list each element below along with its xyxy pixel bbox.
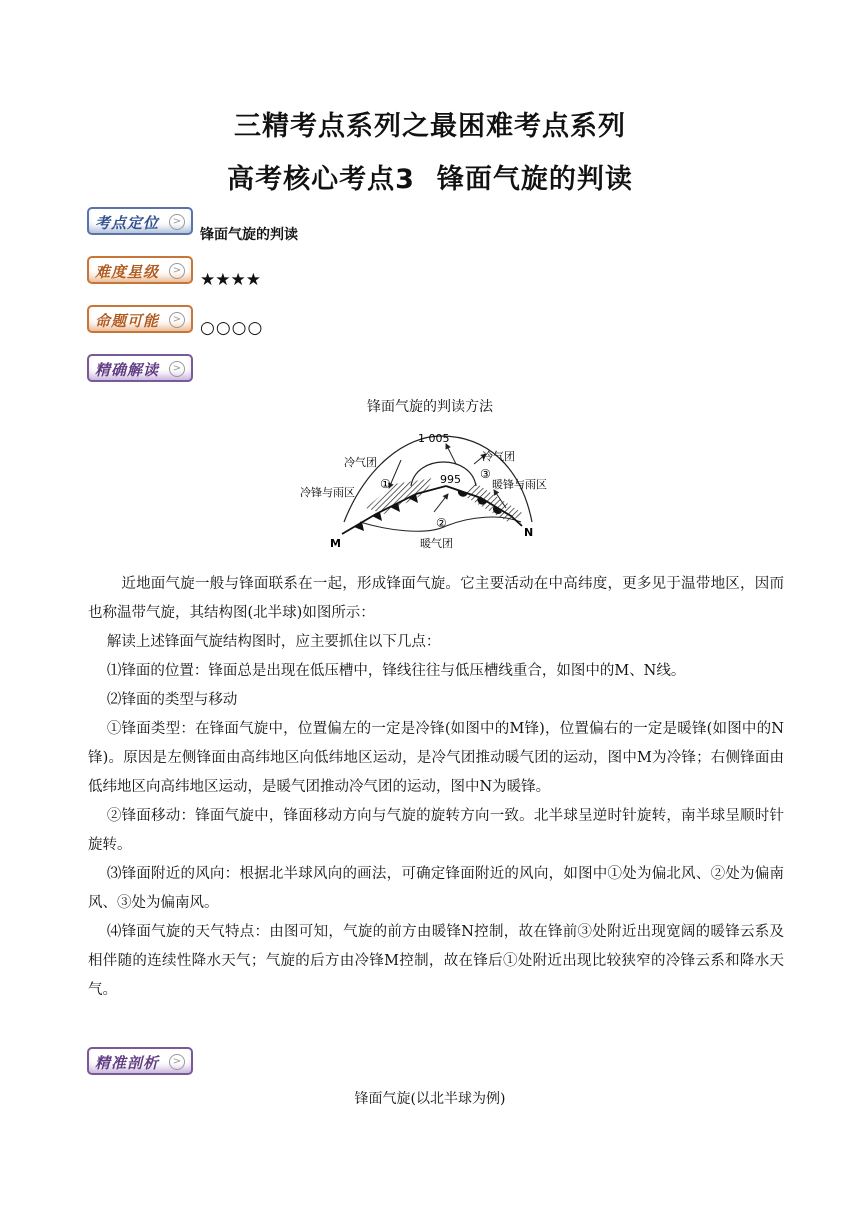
point-n-label: N [524,526,534,539]
cold-front-label: 冷锋与雨区 [300,486,355,499]
isobar-1005-label: 1 005 [418,432,450,445]
chevron-right-icon: > [169,263,185,279]
analysis-badge [87,1047,193,1075]
chevron-right-icon: > [169,361,185,377]
marker-2: ② [436,516,447,530]
chevron-right-icon: > [169,312,185,328]
paragraph-weather-features: ⑷锋面气旋的天气特点：由图可知，气旋的前方由暖锋N控制，故在锋前③处附近出现宽阔的暖锋云系及相伴随的连续性降水天气；气旋的后方由冷锋M控制，故在锋后①处附近出现比较狭窄的冷锋云系和降水天气。 [88,924,784,998]
paragraph-front-type-heading: ⑵锋面的类型与移动 [106,692,238,708]
marker-1: ① [380,477,391,491]
cold-air-right-label: 冷气团 [482,450,515,463]
positioning-value: 锋面气旋的判读 [200,227,298,243]
paragraph-front-position: ⑴锋面的位置：锋面总是出现在低压槽中，锋线往往与低压槽线重合，如图中的M、N线。 [106,663,686,679]
bottom-caption: 锋面气旋(以北半球为例) [354,1091,506,1107]
subtitle-topic: 锋面气旋的判读 [436,164,633,195]
paragraph-front-type: ①锋面类型：在锋面气旋中，位置偏左的一定是冷锋(如图中的M锋)，位置偏右的一定是暖锋(如图中的N锋)。原因是左侧锋面由高纬地区向低纬地区运动，是冷气团推动暖气团的运动，图中M为冷锋；右侧锋面由低纬地区向高纬地区运动，是暖气团推动冷气团的运动，图中N为暖锋。 [88,721,784,795]
analysis-badge-label: 精准剖析 [95,1054,160,1072]
chevron-right-icon: > [169,1054,185,1070]
marker-3: ③ [480,467,491,481]
document-title: 三精考点系列之最困难考点系列 [234,111,626,142]
figure-caption: 锋面气旋的判读方法 [367,399,493,415]
document-subtitle [0,157,860,196]
point-m-label: M [330,537,341,550]
interpretation-badge-label: 精确解读 [95,361,160,379]
paragraph-reading-guide: 解读上述锋面气旋结构图时，应主要抓住以下几点： [106,634,441,650]
positioning-badge-label: 考点定位 [95,214,160,232]
subtitle-number: 高考核心考点3 [227,164,415,195]
likelihood-badge-label: 命题可能 [95,312,160,330]
paragraph-wind-direction: ⑶锋面附近的风向：根据北半球风向的画法，可确定锋面附近的风向，如图中①处为偏北风、②处为偏南风、③处为偏南风。 [88,866,784,911]
isobar-995-label: 995 [440,473,461,486]
difficulty-badge-label: 难度星级 [95,263,160,281]
difficulty-badge [87,256,193,284]
difficulty-stars: ★★★★ [200,270,261,290]
positioning-badge [87,207,193,235]
warm-air-label: 暖气团 [420,537,453,550]
cold-front-rain-area [366,478,434,514]
paragraph-front-movement: ②锋面移动：锋面气旋中，锋面移动方向与气旋的旋转方向一致。北半球呈逆时针旋转，南半球呈顺时针旋转。 [88,808,784,853]
warm-front-label: 暖锋与雨区 [492,478,547,491]
likelihood-badge [87,305,193,333]
interpretation-badge [87,354,193,382]
likelihood-circles: ○○○○ [200,318,264,338]
paragraph-intro: 近地面气旋一般与锋面联系在一起，形成锋面气旋。它主要活动在中高纬度，更多见于温带地区，因而也称温带气旋，其结构图(北半球)如图所示： [88,576,784,621]
frontal-cyclone-diagram [296,426,576,554]
chevron-right-icon: > [169,214,185,230]
cold-air-left-label: 冷气团 [344,456,377,469]
